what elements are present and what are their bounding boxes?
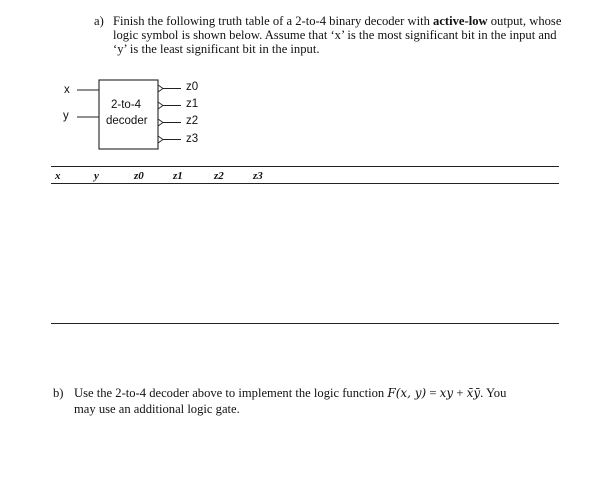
table-top-rule <box>51 166 559 167</box>
term-xy: xy <box>439 386 454 400</box>
table-header-rule <box>51 183 559 184</box>
output-z3-line <box>158 136 181 143</box>
term-x-bar-y-bar: x̄ȳ <box>466 386 481 400</box>
decoder-symbol <box>0 0 600 170</box>
question-a-label: a) <box>94 14 104 28</box>
decoder-label-line2: decoder <box>106 115 148 127</box>
function-args: (x, y) <box>395 386 427 400</box>
output-z0-label: z0 <box>186 81 199 93</box>
question-a-text-end: output, whose logic symbol is shown below. Assume that ‘x’ is the most significant bit in the input and ‘y’ is the least significant bit in the input. <box>113 14 562 57</box>
table-header-z1: z1 <box>173 170 183 182</box>
equals-sign: = <box>426 386 440 400</box>
table-header-z0: z0 <box>134 170 144 182</box>
active-low-bold: active-low <box>433 14 488 28</box>
question-b-line1 <box>74 386 564 401</box>
input-x-label: x <box>64 84 70 96</box>
question-b-text-start: Use the 2-to-4 decoder above to implement the logic function <box>74 386 388 400</box>
question-a-text-start: Finish the following truth table of a 2-to-4 binary decoder with <box>113 14 434 28</box>
input-y-label: y <box>63 110 69 122</box>
output-z1-line <box>158 102 181 109</box>
question-b-line2: may use an additional logic gate. <box>74 402 240 416</box>
question-b-label: b) <box>53 386 64 400</box>
question-b-text-end: . You <box>480 386 507 400</box>
output-z3-label: z3 <box>186 133 199 145</box>
table-header-x: x <box>55 170 61 182</box>
output-z1-label: z1 <box>186 98 199 110</box>
output-z0-line <box>158 85 181 92</box>
table-header-z3: z3 <box>253 170 263 182</box>
table-bottom-rule <box>51 323 559 324</box>
function-name: F <box>387 386 396 400</box>
table-header-z2: z2 <box>214 170 224 182</box>
plus-sign: + <box>453 386 467 400</box>
output-z2-label: z2 <box>186 115 199 127</box>
output-z2-line <box>158 119 181 126</box>
table-header-y: y <box>94 170 99 182</box>
decoder-label-line1: 2-to-4 <box>111 99 142 111</box>
